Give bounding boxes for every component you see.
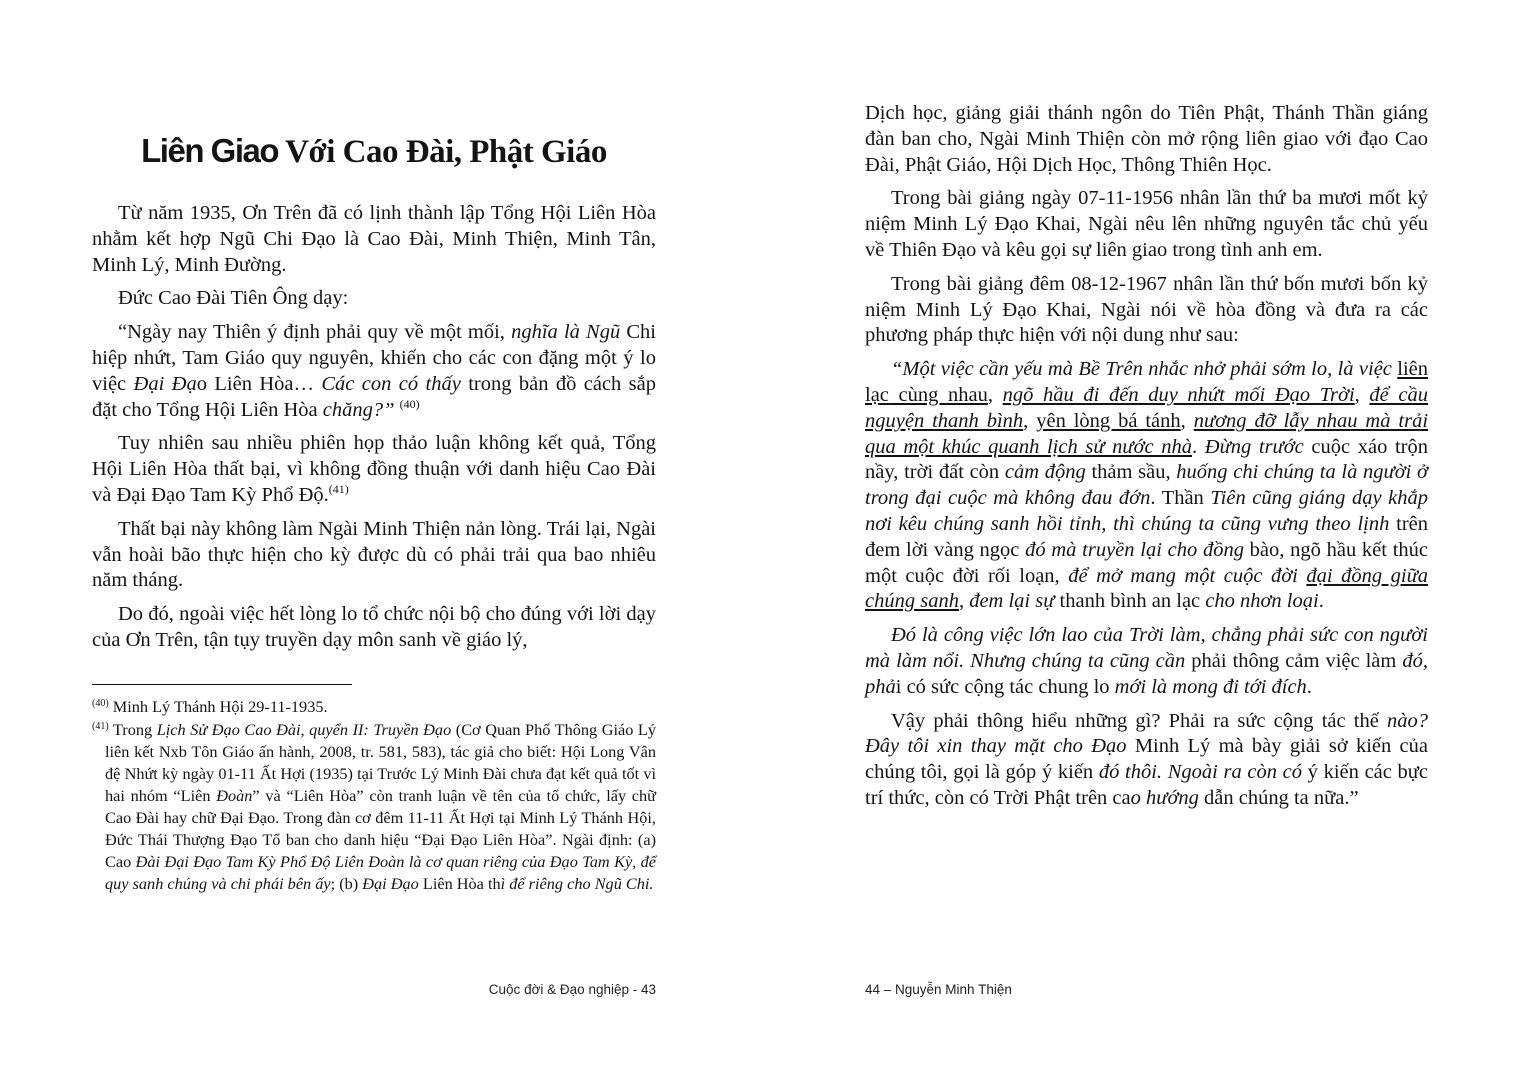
footnote-italic: Lịch Sử Đạo Cao Đài, quyển II: Truyền Đạo bbox=[156, 720, 452, 739]
quote-underlined: ngõ hầu đi đến duy nhứt mối Đạo Trời bbox=[1002, 383, 1355, 406]
quote-text: , bbox=[1023, 409, 1037, 432]
quote-italic: o hướng bbox=[1130, 786, 1199, 809]
quote-underlined: để cầu nguyện thanh bình bbox=[865, 383, 1429, 432]
right-paragraph-quote bbox=[865, 357, 1428, 615]
footnote-italic: Đại Đạo bbox=[362, 874, 419, 893]
left-paragraph-5: Thất bại này không làm Ngài Minh Thiện nản lòng. Trái lại, Ngài vẫn hoài bão thực hiện cho kỳ được dù có phải trải qua bao nhiêu năm tháng. bbox=[92, 517, 656, 592]
quote-text: Chi hiệp nhứt, Tam Giáo quy nguyên, khiến cho các con đặng một ý lo việc bbox=[92, 321, 656, 395]
quote-text: i có sức cộng tác chung lo bbox=[895, 675, 1115, 698]
quote-text: . bbox=[1318, 590, 1324, 613]
quote-text: bào, ngõ hầu kết thúc một cuộc đời rối loạn, bbox=[865, 538, 1428, 587]
quote-text: trong bản đồ cách sắp đặt cho Tổng Hội Liên Hòa bbox=[92, 372, 656, 421]
quote-text: thanh bình an lạc bbox=[1054, 590, 1206, 613]
quote-text: , bbox=[958, 590, 970, 613]
quote-italic: chăng?” bbox=[322, 398, 395, 421]
right-paragraph-2: Trong bài giảng ngày 07-11-1956 nhân lần thứ ba mươi mốt kỷ niệm Minh Lý Đạo Khai, Ngài nêu lên những nguyên tắc chủ yếu về Thiên Đạo và kêu gọi sự liên giao trong tình anh em. bbox=[865, 187, 1428, 261]
footnote-40 bbox=[92, 696, 656, 718]
right-page bbox=[865, 0, 1428, 1075]
quote-italic: đem lại sự bbox=[969, 590, 1055, 613]
right-paragraph-6 bbox=[865, 709, 1428, 812]
quote-italic: nghĩa là Ngũ bbox=[511, 321, 621, 344]
quote-underlined: nương đỡ lẫy nhau mà trải qua một khúc quanh lịch sử nước nhà bbox=[865, 409, 1429, 458]
footnote-italic: Đài Đại Đạo Tam Kỳ Phổ Độ Liên Đoàn là cơ quan riêng của Đạo Tam Kỳ, để quy sanh chúng và chi phái bên ấy bbox=[105, 852, 656, 893]
quote-text: . Thần bbox=[1150, 487, 1211, 510]
footnote-text: (Cơ Quan Phổ Thông Giáo Lý liên kết Nxb Tôn Giáo ấn hành, 2008, tr. 581, 583), tác giả cho biết: Hội Long Vân đệ Nhứt kỳ ngày 01-11 Ất Hợi (1935) tại Trước Lý Minh Đài chưa đạt kết quả tốt vì hai nhóm “Liên bbox=[105, 720, 656, 805]
quote-italic: đó mà truyền lại cho đồng bbox=[1025, 538, 1244, 561]
quote-text: Minh Lý mà bày giải sở kiến của chúng tôi, gọi là góp ý kiến bbox=[865, 735, 1428, 784]
quote-underlined: đại đồng giữa chúng sanh bbox=[865, 564, 1429, 613]
chapter-title-part-a: Liên Giao bbox=[141, 132, 278, 169]
paragraph-text: Tuy nhiên sau nhiều phiên họp thảo luận không kết quả, Tổng Hội Liên Hòa thất bại, vì không đồng thuận với danh hiệu Cao Đài và Đại Đạo Tam Kỳ Phổ Độ. bbox=[92, 432, 656, 506]
quote-italic: Đại Đạ bbox=[133, 372, 197, 395]
chapter-title bbox=[92, 132, 656, 171]
quote-text: cuộc xáo trộn nầy, trời đất còn bbox=[865, 435, 1428, 484]
footnote-41 bbox=[92, 719, 656, 895]
quote-italic: để mở mang một cuộc đời bbox=[1068, 564, 1298, 587]
footnote-number: (41) bbox=[92, 721, 109, 732]
footnote-text: Minh Lý Thánh Hội 29-11-1935. bbox=[108, 697, 328, 716]
quote-italic: “Một việc cần yếu mà Bề Trên nhắc nhở phải sớm lo, là việc bbox=[891, 358, 1398, 381]
left-page-footer: Cuộc đời & Đạo nghiệp - 43 bbox=[488, 982, 656, 997]
footnote-number: (40) bbox=[92, 698, 109, 709]
chapter-title-part-b: Với Cao Đài, Phật Giáo bbox=[278, 134, 607, 170]
footnote-text: ” và “Liên Hòa” còn tranh luận về tên của tổ chức, lấy chữ Cao Đài hay chữ Đại Đạo. Trong đàn cơ đêm 11-11 Ất Hợi tại Minh Lý Thánh Hội, Đức Thái Thượng Đạo Tổ ban cho danh hiệu “Đại Đạo Liên Hòa”. Ngài định: (a) Cao bbox=[105, 786, 657, 871]
quote-italic: Các con có thấy bbox=[321, 372, 461, 395]
quote-text: Vậy phải thông hiểu những gì? Phải ra sức cộng tác thế bbox=[891, 709, 1387, 732]
quote-text: ý kiến các bực trí thức, còn có Trời Phật trên ca bbox=[865, 761, 1428, 809]
footnote-divider bbox=[92, 684, 352, 685]
quote-text: , bbox=[1354, 383, 1370, 406]
quote-text: thảm sầu, bbox=[1085, 461, 1177, 484]
quote-text: phải thông cảm việc làm bbox=[1191, 649, 1403, 672]
quote-italic: đó thôi. Ngoài ra còn có bbox=[1098, 761, 1303, 784]
quote-italic: mới là mong đi tới đích bbox=[1114, 675, 1307, 698]
quote-italic: Tiên cũng giáng dạy khắp nơi kêu chúng sanh hồi tỉnh, thì chúng ta cũng vưng theo lịnh bbox=[865, 487, 1428, 535]
left-paragraph-quote bbox=[92, 320, 656, 423]
right-body-text bbox=[865, 101, 1428, 820]
quote-text: . bbox=[1306, 675, 1312, 698]
quote-text: . bbox=[1192, 435, 1205, 458]
quote-text: , bbox=[987, 383, 1003, 406]
quote-italic: nào? Đây tôi xin thay mặt cho Đạo bbox=[865, 709, 1428, 758]
quote-italic: cho nhơn loại bbox=[1205, 590, 1319, 613]
quote-text: “Ngày nay Thiên ý định phải quy về một mối, bbox=[118, 321, 512, 344]
footnote-italic: Đoàn bbox=[216, 786, 253, 805]
footnote-text: ; (b) bbox=[330, 874, 363, 893]
right-paragraph-1: Dịch học, giảng giải thánh ngôn do Tiên Phật, Thánh Thần giáng đàn ban cho, Ngài Minh Thiện còn mở rộng liên giao với đạo Cao Đài, Phật Giáo, Hội Dịch Học, Thông Thiên Học. bbox=[865, 102, 1428, 176]
footnote-ref-40[interactable]: (40) bbox=[399, 396, 420, 411]
quote-text: , bbox=[1180, 409, 1194, 432]
quote-italic: cảm động bbox=[1004, 461, 1086, 484]
right-paragraph-5 bbox=[865, 623, 1428, 700]
left-paragraph-2: Đức Cao Đài Tiên Ông dạy: bbox=[118, 287, 349, 310]
quote-italic: Đó là công việc lớn lao của Trời làm, chẳng phải sức con người mà làm nổi. Nhưng chúng ta cũng cần bbox=[865, 624, 1428, 672]
quote-underlined: yên lòng bá tánh bbox=[1036, 409, 1181, 432]
left-paragraph-6: Do đó, ngoài việc hết lòng lo tổ chức nội bộ cho đúng với lời dạy của Ơn Trên, tận tụy truyền dạy môn sanh về giáo lý, bbox=[92, 603, 656, 651]
footnote-ref-41[interactable]: (41) bbox=[328, 481, 349, 496]
left-body-text bbox=[92, 201, 656, 662]
footnotes bbox=[92, 696, 656, 896]
quote-underlined: liên lạc cùng nhau bbox=[865, 358, 1428, 406]
right-paragraph-3: Trong bài giảng đêm 08-12-1967 nhân lần thứ bốn mươi bốn kỷ niệm Minh Lý Đạo Khai, Ngài nói về hòa đồng và đưa ra các phương pháp thực hiện với nội dung như sau: bbox=[865, 272, 1428, 347]
quote-italic: Đừng trước bbox=[1204, 435, 1304, 458]
left-paragraph-4 bbox=[92, 431, 656, 508]
left-paragraph-1: Từ năm 1935, Ơn Trên đã có lịnh thành lập Tổng Hội Liên Hòa nhằm kết hợp Ngũ Chi Đạo là Cao Đài, Minh Thiện, Minh Tân, Minh Lý, Minh Đường. bbox=[92, 202, 656, 276]
quote-text: trên đem lời vàng ngọc bbox=[865, 512, 1429, 561]
quote-text: o Liên Hòa… bbox=[196, 372, 322, 395]
footnote-text: Trong bbox=[108, 720, 157, 739]
quote-italic: đó, phả bbox=[865, 649, 1428, 698]
left-page bbox=[92, 0, 656, 1075]
footnote-text: Liên Hòa th bbox=[418, 874, 501, 893]
quote-italic: huống chi chúng ta là người ở trong đại cuộc mà không đau đớn bbox=[865, 461, 1428, 510]
right-page-footer: 44 – Nguyễn Minh Thiện bbox=[865, 982, 1012, 997]
quote-text: dẫn chúng ta nữa.” bbox=[1198, 786, 1359, 809]
footnote-italic: ì để riêng cho Ngũ Chi. bbox=[500, 874, 654, 893]
